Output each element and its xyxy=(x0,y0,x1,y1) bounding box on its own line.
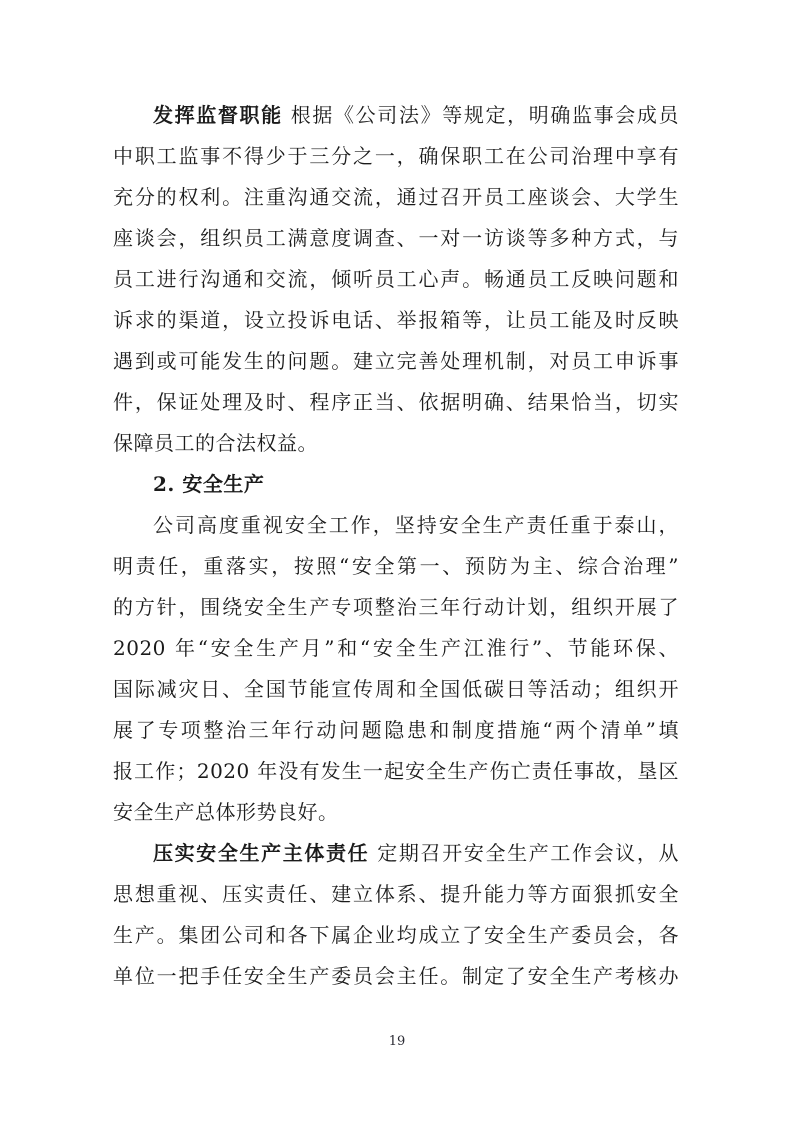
supervision-paragraph-line xyxy=(113,136,679,177)
safety-overview-paragraph-line xyxy=(113,792,679,833)
text-run: 充分的权利。注重沟通交流，通过召开员工座谈会、大学生 xyxy=(113,185,679,209)
text-run: 明责任，重落实，按照“安全第一、预防为主、综合治理” xyxy=(113,554,679,578)
text-run: 遇到或可能发生的问题。建立完善处理机制，对员工申诉事 xyxy=(113,349,679,373)
supervision-paragraph-line xyxy=(113,218,679,259)
safety-overview-paragraph-line xyxy=(113,587,679,628)
safety-overview-paragraph-line xyxy=(113,669,679,710)
supervision-paragraph-line xyxy=(113,423,679,464)
safety-overview-paragraph-line xyxy=(113,710,679,751)
text-run: 2020 年“安全生产月”和“安全生产江淮行”、节能环保、 xyxy=(113,636,679,660)
text-run: 安全生产总体形势良好。 xyxy=(113,800,339,824)
supervision-paragraph-line xyxy=(113,259,679,300)
text-run: 思想重视、压实责任、建立体系、提升能力等方面狠抓安全 xyxy=(113,882,679,906)
safety-overview-paragraph-line xyxy=(113,505,679,546)
text-run: 座谈会，组织员工满意度调查、一对一访谈等多种方式，与 xyxy=(113,226,679,250)
document-body xyxy=(113,95,679,997)
text-run: 保障员工的合法权益。 xyxy=(113,431,318,455)
text-run: 件，保证处理及时、程序正当、依据明确、结果恰当，切实 xyxy=(113,390,679,414)
safety-responsibility-paragraph-line xyxy=(113,915,679,956)
page-number: 19 xyxy=(388,1034,406,1049)
text-run: 生产。集团公司和各下属企业均成立了安全生产委员会，各 xyxy=(113,923,679,947)
supervision-paragraph-line xyxy=(113,300,679,341)
supervision-paragraph-line xyxy=(113,382,679,423)
bold-run: 发挥监督职能 xyxy=(153,103,283,127)
text-run: 国际减灾日、全国节能宣传周和全国低碳日等活动；组织开 xyxy=(113,677,679,701)
bold-run: 2. 安全生产 xyxy=(153,472,265,496)
safety-responsibility-paragraph-line xyxy=(113,833,679,874)
text-run: 的方针，围绕安全生产专项整治三年行动计划，组织开展了 xyxy=(113,595,679,619)
section-heading-safety xyxy=(113,464,679,505)
safety-overview-paragraph-line xyxy=(113,751,679,792)
safety-responsibility-paragraph-line xyxy=(113,956,679,997)
text-run: 报工作；2020 年没有发生一起安全生产伤亡责任事故，垦区 xyxy=(113,759,679,783)
bold-run: 压实安全生产主体责任 xyxy=(153,841,370,865)
safety-overview-paragraph-line xyxy=(113,628,679,669)
safety-overview-paragraph-line xyxy=(113,546,679,587)
supervision-paragraph-line xyxy=(113,95,679,136)
text-run: 根据《公司法》等规定，明确监事会成员 xyxy=(282,103,680,127)
supervision-paragraph-line xyxy=(113,177,679,218)
text-run: 公司高度重视安全工作，坚持安全生产责任重于泰山， xyxy=(153,513,679,537)
text-run: 员工进行沟通和交流，倾听员工心声。畅通员工反映问题和 xyxy=(113,267,679,291)
supervision-paragraph-line xyxy=(113,341,679,382)
text-run: 诉求的渠道，设立投诉电话、举报箱等，让员工能及时反映 xyxy=(113,308,679,332)
safety-responsibility-paragraph-line xyxy=(113,874,679,915)
text-run: 展了专项整治三年行动问题隐患和制度措施“两个清单”填 xyxy=(113,718,679,742)
text-run: 单位一把手任安全生产委员会主任。制定了安全生产考核办 xyxy=(113,964,679,988)
text-run: 定期召开安全生产工作会议，从 xyxy=(369,841,680,865)
text-run: 中职工监事不得少于三分之一，确保职工在公司治理中享有 xyxy=(113,144,679,168)
